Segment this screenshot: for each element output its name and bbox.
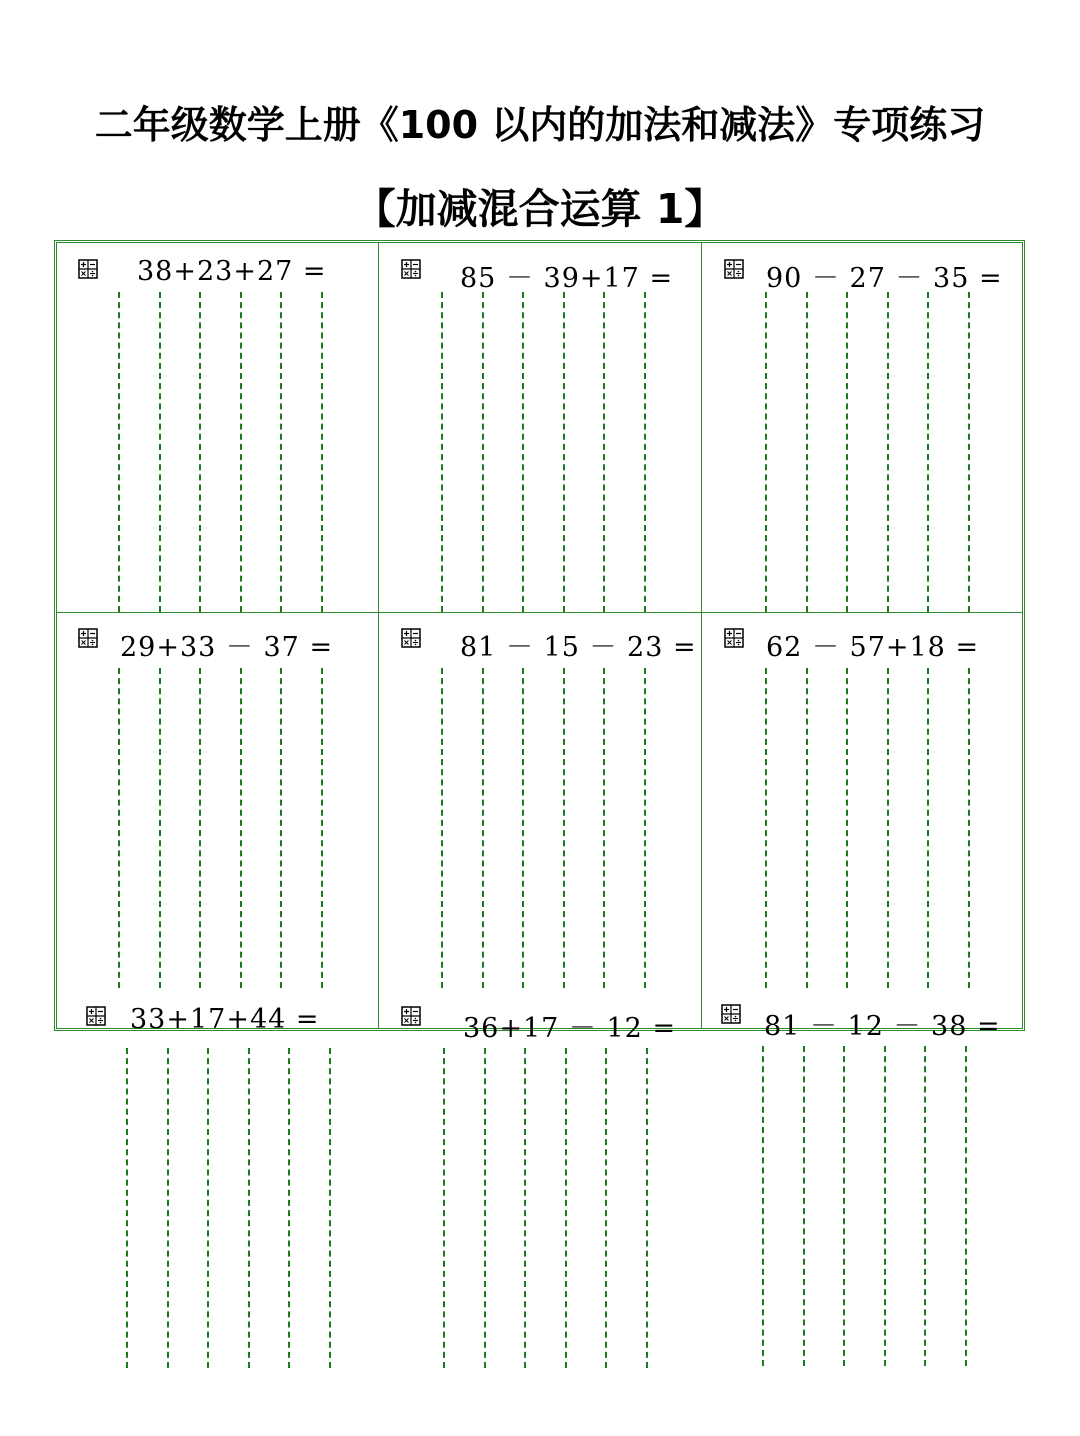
guide-line [968, 292, 970, 612]
guide-line [806, 292, 808, 612]
guide-line [644, 292, 646, 612]
guide-line [603, 292, 605, 612]
problem-expression: 29+33 － 37 = [120, 632, 334, 663]
guide-line [484, 1048, 486, 1368]
guide-line [248, 1048, 250, 1368]
guide-line [441, 668, 443, 988]
guide-line [126, 1048, 128, 1368]
calculator-icon [78, 259, 98, 279]
guide-line [321, 292, 323, 612]
guide-line [605, 1048, 607, 1368]
guide-line [159, 668, 161, 988]
problem-expression: 81 － 15 － 23 = [460, 632, 697, 663]
problem-expression: 90 － 27 － 35 = [766, 263, 1003, 294]
guide-line [482, 292, 484, 612]
calculator-icon [78, 628, 98, 648]
guide-line [443, 1048, 445, 1368]
guide-line [280, 668, 282, 988]
guide-line [524, 1048, 526, 1368]
calculator-icon [86, 1006, 106, 1026]
guide-line [924, 1046, 926, 1366]
guide-line [968, 668, 970, 988]
calculator-icon [401, 1006, 421, 1026]
guide-line [280, 292, 282, 612]
guide-line [118, 292, 120, 612]
guide-line [207, 1048, 209, 1368]
guide-line [522, 292, 524, 612]
guide-line [288, 1048, 290, 1368]
guide-line [482, 668, 484, 988]
worksheet-subtitle: 【加减混合运算 1】 [354, 185, 726, 233]
guide-line [329, 1048, 331, 1368]
guide-line [522, 668, 524, 988]
guide-line [240, 292, 242, 612]
guide-line [765, 292, 767, 612]
calculator-icon [724, 259, 744, 279]
guide-line [321, 668, 323, 988]
guide-line [563, 668, 565, 988]
guide-line [644, 668, 646, 988]
guide-line [199, 668, 201, 988]
guide-line [441, 292, 443, 612]
guide-line [887, 668, 889, 988]
worksheet-title: 二年级数学上册《100 以内的加法和减法》专项练习 [94, 103, 986, 147]
guide-line [846, 668, 848, 988]
guide-line [240, 668, 242, 988]
guide-line [199, 292, 201, 612]
guide-line [159, 292, 161, 612]
problem-expression: 81 － 12 － 38 = [764, 1011, 1001, 1042]
calculator-icon [401, 259, 421, 279]
grid-divider-vertical [378, 243, 379, 1029]
calculator-icon [724, 628, 744, 648]
guide-line [846, 292, 848, 612]
guide-line [118, 668, 120, 988]
problem-expression: 62 － 57+18 = [766, 632, 980, 663]
guide-line [565, 1048, 567, 1368]
guide-line [563, 292, 565, 612]
guide-line [884, 1046, 886, 1366]
calculator-icon [401, 628, 421, 648]
guide-line [603, 668, 605, 988]
problem-expression: 33+17+44 = [130, 1004, 320, 1035]
problem-expression: 85 － 39+17 = [460, 263, 674, 294]
guide-line [927, 668, 929, 988]
guide-line [965, 1046, 967, 1366]
guide-line [843, 1046, 845, 1366]
guide-line [765, 668, 767, 988]
problem-expression: 38+23+27 = [137, 256, 327, 287]
guide-line [803, 1046, 805, 1366]
guide-line [646, 1048, 648, 1368]
problem-expression: 36+17 － 12 = [463, 1013, 677, 1044]
guide-line [887, 292, 889, 612]
calculator-icon [721, 1004, 741, 1024]
guide-line [806, 668, 808, 988]
guide-line [927, 292, 929, 612]
guide-line [762, 1046, 764, 1366]
grid-divider-horizontal [57, 612, 1022, 613]
guide-line [167, 1048, 169, 1368]
grid-divider-vertical [701, 243, 702, 1029]
